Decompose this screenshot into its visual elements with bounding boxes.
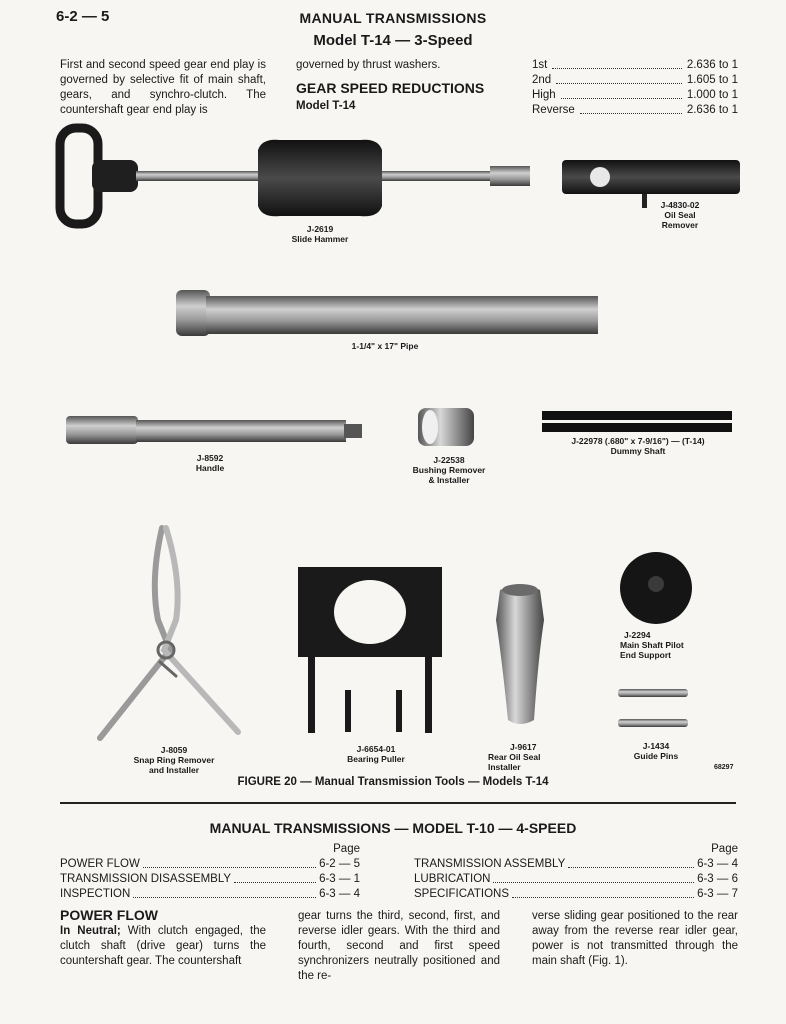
- part-number: J-2619: [306, 224, 334, 234]
- part-number: J-1434: [642, 741, 670, 751]
- intro-col1: First and second speed gear end play is governed by selective fit of main shaft, gears, and synchro-clutch. The countershaft gear end play is: [60, 59, 266, 116]
- part-name: Bearing Puller: [347, 754, 405, 764]
- part-number: J-2294: [624, 630, 651, 640]
- gear-name: High: [532, 88, 559, 103]
- gear-ratio: 2.636 to 1: [686, 59, 738, 71]
- section-title: MANUAL TRANSMISSIONS: [299, 10, 487, 26]
- part-number: J-8059: [160, 745, 188, 755]
- power-flow-col3: verse sliding gear positioned to the rear away from the reverse rear idler gear, power is not transmitted through the main shaft (Fig. 1).: [532, 910, 738, 967]
- bearing-puller-label: [336, 744, 416, 764]
- slide-hammer-image: [60, 128, 530, 224]
- part-name: and Installer: [148, 765, 200, 775]
- power-flow-text: With clutch engaged, the clutch shaft (drive gear) turns the countershaft gear. The countershaft: [60, 925, 266, 967]
- part-name: Slide Hammer: [291, 234, 349, 244]
- toc-item: LUBRICATION: [414, 873, 491, 885]
- part-name: 1-1/4" x 17" Pipe: [351, 341, 419, 351]
- toc-row: [60, 857, 360, 872]
- guide-pins-image: [618, 689, 688, 727]
- figure-number: 68297: [714, 764, 734, 771]
- dummy-shaft-image: [542, 411, 732, 432]
- guide-pins-label: [620, 741, 692, 761]
- bearing-puller-image: [298, 567, 442, 733]
- section2-title: MANUAL TRANSMISSIONS — MODEL T-10 — 4-SPEED: [209, 820, 577, 836]
- toc-page-header: Page: [333, 843, 360, 855]
- toc-page: 6-3 — 4: [319, 888, 360, 900]
- part-number: J-6654-01: [356, 744, 396, 754]
- toc-item: INSPECTION: [60, 888, 131, 900]
- gear-name: Reverse: [532, 103, 578, 118]
- rear-seal-label: [488, 742, 568, 772]
- gear-name: 1st: [532, 58, 550, 73]
- pipe-label: [330, 341, 440, 351]
- toc-row: [414, 887, 738, 902]
- oil-seal-remover-label: [640, 200, 720, 230]
- snap-ring-pliers-image: [100, 528, 238, 738]
- power-flow-col2: gear turns the third, second, first, and reverse idler gears. With the third and fourth, second and first speed synchronizers neutrally positioned and the re-: [298, 910, 500, 982]
- toc-item: POWER FLOW: [60, 858, 140, 870]
- gear-reductions-heading: GEAR SPEED REDUCTIONS: [296, 80, 485, 96]
- page-number: 6-2 — 5: [56, 8, 110, 25]
- toc-page-header: Page: [711, 843, 738, 855]
- part-name: Rear Oil Seal: [488, 752, 541, 762]
- pilot-support-image: [620, 552, 692, 624]
- part-name: Guide Pins: [633, 751, 679, 761]
- toc-row: [414, 872, 738, 887]
- toc-row: [414, 857, 738, 872]
- bushing-image: [418, 408, 474, 446]
- toc-right: [414, 842, 738, 902]
- dummy-shaft-label: [540, 436, 736, 456]
- section-divider: [60, 802, 736, 804]
- power-flow-heading: POWER FLOW: [60, 907, 158, 923]
- pipe-image: [176, 290, 598, 336]
- slide-hammer-label: [284, 224, 356, 244]
- part-name: Dummy Shaft: [610, 446, 666, 456]
- part-number: J-8592: [196, 453, 224, 463]
- toc-item: TRANSMISSION DISASSEMBLY: [60, 873, 232, 885]
- toc-page: 6-3 — 1: [319, 873, 360, 885]
- bushing-label: [404, 455, 494, 485]
- part-number: J-4830-02: [660, 200, 700, 210]
- part-name: End Support: [620, 650, 671, 660]
- toc-item: TRANSMISSION ASSEMBLY: [414, 858, 566, 870]
- part-number: J-22538: [433, 455, 465, 465]
- part-name: Remover: [661, 220, 699, 230]
- toc-page: 6-2 — 5: [319, 858, 360, 870]
- part-name: Snap Ring Remover: [133, 755, 215, 765]
- rear-seal-installer-image: [496, 584, 544, 724]
- toc-page: 6-3 — 4: [697, 858, 738, 870]
- toc-page: 6-3 — 7: [697, 888, 738, 900]
- part-name: & Installer: [428, 475, 470, 485]
- part-number: J-9617: [510, 742, 537, 752]
- model-title: Model T-14 — 3-Speed: [313, 32, 473, 49]
- neutral-lead: In Neutral;: [60, 925, 121, 937]
- part-name: Bushing Remover: [412, 465, 486, 475]
- part-name: Main Shaft Pilot: [620, 640, 684, 650]
- pilot-support-label: [620, 630, 710, 660]
- gear-name: 2nd: [532, 73, 554, 88]
- toc-left: [60, 842, 360, 902]
- gear-ratio: 1.605 to 1: [686, 74, 738, 86]
- toc-row: [60, 887, 360, 902]
- intro-col2: governed by thrust washers.: [296, 59, 441, 71]
- handle-image: [66, 416, 362, 444]
- gear-ratio: 2.636 to 1: [686, 104, 738, 116]
- figure-caption: FIGURE 20 — Manual Transmission Tools — Models T-14: [237, 776, 549, 788]
- power-flow-col1: [60, 924, 266, 969]
- part-name: Handle: [195, 463, 225, 473]
- toc-item: SPECIFICATIONS: [414, 888, 509, 900]
- toc-row: [60, 872, 360, 887]
- snap-ring-label: [126, 745, 222, 775]
- toc-page: 6-3 — 6: [697, 873, 738, 885]
- part-name: Oil Seal: [664, 210, 696, 220]
- handle-label: [180, 453, 240, 473]
- gear-model: Model T-14: [296, 100, 356, 112]
- part-number: J-22978 (.680" x 7-9/16") — (T-14): [571, 436, 705, 446]
- gear-ratio: 1.000 to 1: [686, 89, 738, 101]
- part-name: Installer: [488, 762, 521, 772]
